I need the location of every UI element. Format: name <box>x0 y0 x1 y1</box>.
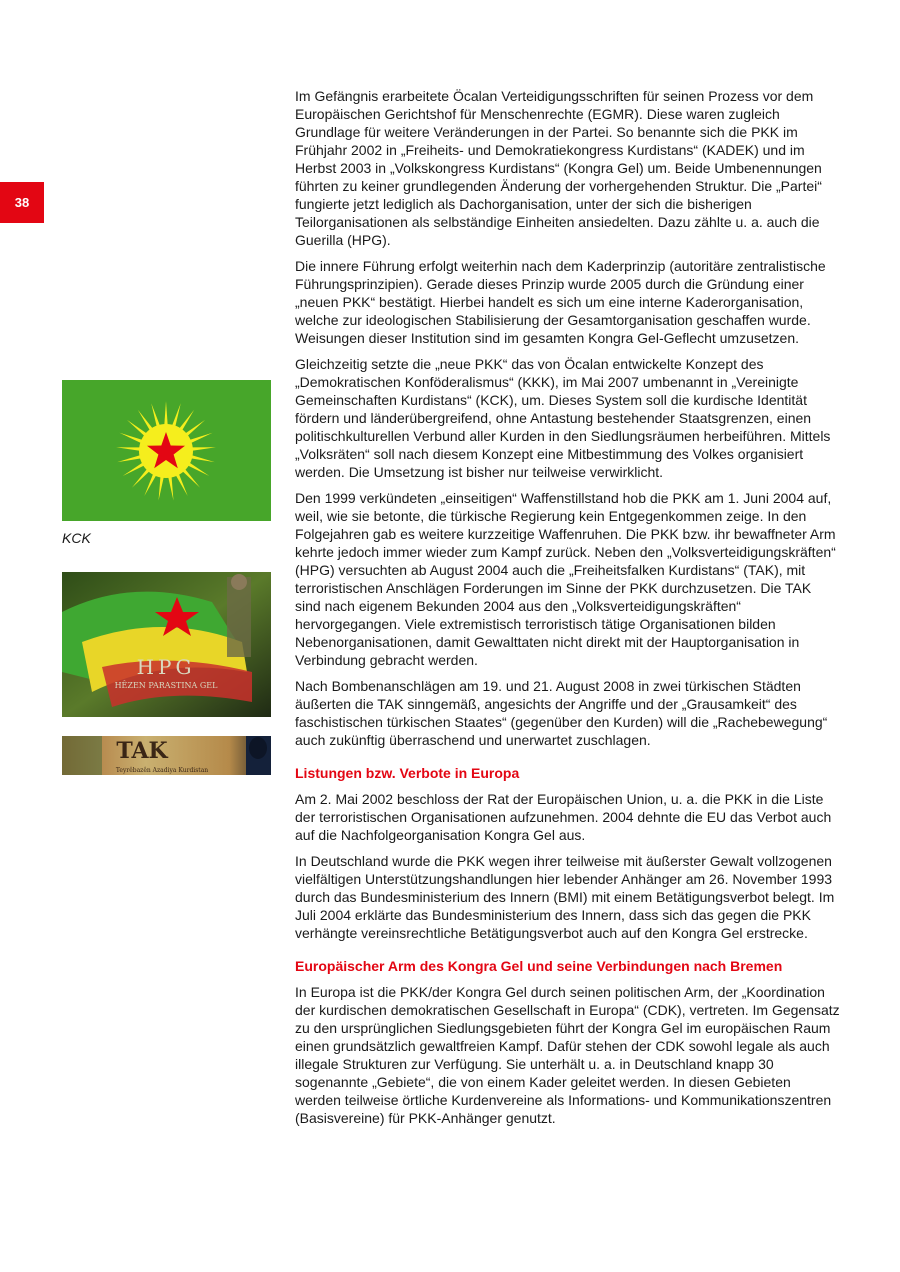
hpg-logo-text: HPG <box>136 655 196 679</box>
paragraph: In Europa ist die PKK/der Kongra Gel durch seinen politischen Arm, der „Koordination der kurdischen demokratischen Gesellschaft in Europa“ (CDK), vertreten. Im Gegensatz zu den ursprünglichen Siedlungsgebieten führt der Kongra Gel im europäischen Raum einen grundsätzlich gewaltfreien Kampf. Dafür stehen der CDK sowohl legale als auch illegale Strukturen zur Verfügung. Sie unterhält u. a. in Deutschland knapp 30 sogenannte „Gebiete“, die von einem Kader geleitet werden. In diesen Gebieten werden teilweise örtliche Kurdenvereine als Informations- und Kommunikationszentren (Basisvereine) für PKK-Anhänger genutzt. <box>295 984 840 1126</box>
hpg-graphic <box>62 572 271 717</box>
paragraph: Gleichzeitig setzte die „neue PKK“ das von Öcalan entwickelte Konzept des „Demokratischen Konföderalismus“ (KKK), im Mai 2007 umbenannt in „Vereinigte Gemeinschaften Kurdistans“ (KCK), um. Dieses System soll die kurdische Identität fördern und länderübergreifend, ohne Antastung bestehender Staatsgrenzen, einen politischkulturellen Verbund aller Kurden in den Siedlungsräumen herbeiführen. Mittels „Volksräten“ soll nach diesem Konzept eine Mitbestimmung des Volkes organisiert werden. Die Umsetzung ist bisher nur teilweise verwirklicht. <box>295 356 831 480</box>
page-number-tab <box>0 182 44 223</box>
hpg-flag-image <box>62 572 271 717</box>
tak-logo-text: TAK <box>116 738 168 764</box>
tak-graphic <box>62 736 271 775</box>
kck-flag-graphic <box>62 380 271 521</box>
paragraph: In Deutschland wurde die PKK wegen ihrer teilweise mit äußerster Gewalt vollzogenen vielfältigen Unterstützungshandlungen hier lebender Anhänger am 26. November 1993 durch das Bundesministerium des Innern (BMI) mit einem Betätigungsverbot belegt. Im Juli 2004 erklärte das Bundesministerium des Innern, dass sich das gegen die PKK verhängte vereinsrechtliche Betätigungsverbot auch auf den Kongra Gel erstrecke. <box>295 853 835 941</box>
paragraph: Im Gefängnis erarbeitete Öcalan Verteidigungsschriften für seinen Prozess vor dem Europäischen Gerichtshof für Menschenrechte (EGMR). Diese waren zugleich Grundlage für weitere Veränderungen in der Partei. So benannte sich die PKK im Frühjahr 2002 in „Freiheits- und Demokratiekongress Kurdistans“ (KADEK) und im Herbst 2003 in „Volkskongress Kurdistans“ (Kongra Gel) um. Beide Umbenennungen führten zu keiner grundlegenden Änderung der vorhergehenden Struktur. Die „Partei“ fungierte jetzt lediglich als Dachorganisation, unter der sich die bisherigen Teilorganisationen als selbständige Einheiten ansiedelten. Dazu zählte u. a. auch die Guerilla (HPG). <box>295 88 822 248</box>
paragraph: Die innere Führung erfolgt weiterhin nach dem Kaderprinzip (autoritäre zentralistische Führungsprinzipien). Gerade dieses Prinzip wurde 2005 durch die Gründung einer „neuen PKK“ bestätigt. Hierbei handelt es sich um eine interne Kaderorganisation, welche zur ideologischen Stabilisierung der Gesamtorganisation geschaffen wurde. Weisungen dieser Institution sind im gesamten Kongra Gel-Geflecht umzusetzen. <box>295 258 826 346</box>
page-number: 38 <box>14 195 30 210</box>
paragraph: Nach Bombenanschlägen am 19. und 21. August 2008 in zwei türkischen Städten äußerten die TAK sinngemäß, angesichts der Angriffe und der „Grausamkeit“ des faschistischen türkischen Staates“ (gegenüber den Kurden) will die „Rachebewegung“ auch zukünftig überraschend und unerwartet zuschlagen. <box>295 678 828 748</box>
tak-left-patch <box>62 736 102 775</box>
paragraph: Am 2. Mai 2002 beschloss der Rat der Europäischen Union, u. a. die PKK in die Liste der terroristischen Organisationen aufzunehmen. 2004 dehnte die EU das Verbot auch auf die Nachfolgeorganisation Kongra Gel aus. <box>295 791 832 843</box>
masked-head <box>249 737 267 759</box>
section-heading: Europäischer Arm des Kongra Gel und seine Verbindungen nach Bremen <box>295 958 783 974</box>
section-heading: Listungen bzw. Verbote in Europa <box>295 765 520 781</box>
paragraph: Den 1999 verkündeten „einseitigen“ Waffenstillstand hob die PKK am 1. Juni 2004 auf, weil, wie sie betonte, die türkische Regierung kein Entgegenkommen zeige. In den Folgejahren gab es weitere kurzzeitige Waffenruhen. Die PKK bzw. ihr bewaffneter Arm kehrte jedoch immer wieder zum Kampf zurück. Neben den „Volksverteidigungskräften“ (HPG) versuchten ab August 2004 auch die „Freiheitsfalken Kurdistans“ (TAK), mit terroristischen Anschlägen Forderungen im Sinne der PKK durchzusetzen. Die TAK sind nach eigenem Bekunden 2004 aus den „Volksverteidigungskräften“ hervorgegangen. Viele extremistisch terroristisch tätige Organisationen bilden Nebenorganisationen, damit Gewalttaten nicht direkt mit der Hauptorganisation in Verbindung gebracht werden. <box>295 490 836 668</box>
fighter-head <box>231 574 247 590</box>
hpg-logo-subtitle: HÊZEN PARASTINA GEL <box>114 681 218 690</box>
tak-logo-subtitle: Teyrêbazên Azadiya Kurdistan <box>115 767 209 774</box>
kck-flag-image <box>62 380 271 521</box>
main-text-column <box>295 87 840 1135</box>
kck-caption: KCK <box>62 530 91 546</box>
tak-banner-image <box>62 736 271 775</box>
